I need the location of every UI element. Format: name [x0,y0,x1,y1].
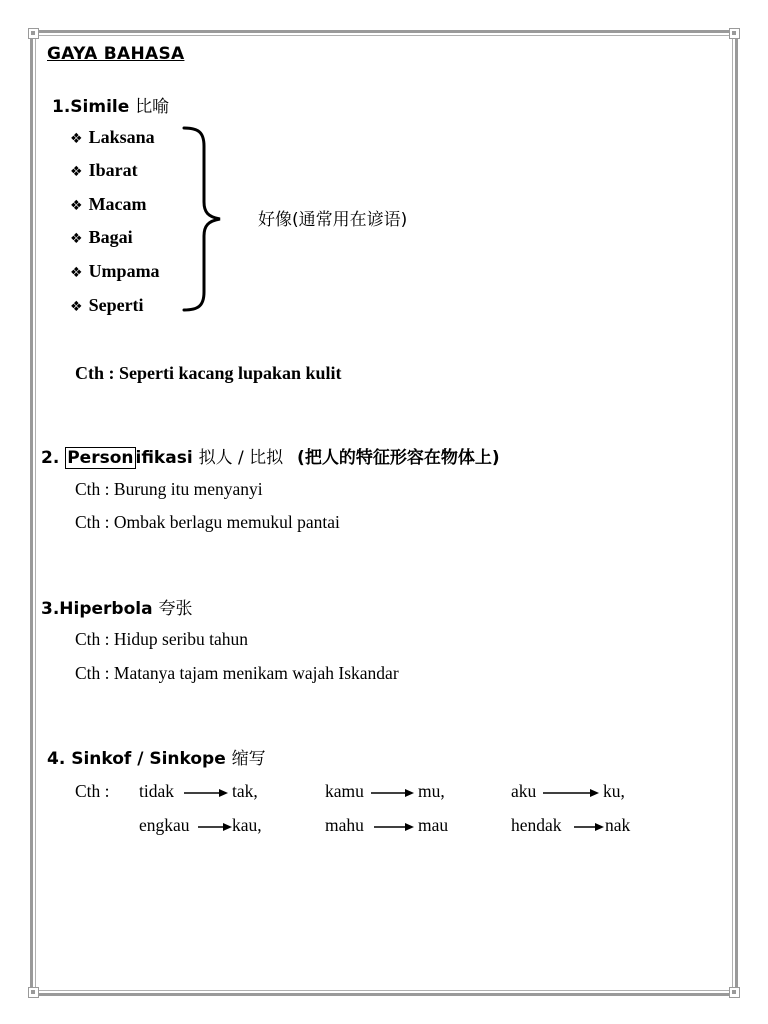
list-item: ❖ Seperti [70,295,144,315]
diamond-bullet-icon: ❖ [70,198,83,214]
simile-title: 1.Simile [52,97,130,117]
right-brace-icon [180,124,228,314]
list-item: ❖ Macam [70,194,147,214]
list-item: ❖ Ibarat [70,160,138,180]
right-arrow-icon [543,787,599,799]
pair-from: hendak [511,815,562,835]
diamond-bullet-icon: ❖ [70,231,83,247]
pair-to: tak, [232,781,258,801]
section-hiperbola-heading [41,594,193,619]
personifikasi-note: (把人的特征形容在物体上) [297,448,500,468]
diamond-bullet-icon: ❖ [70,131,83,147]
personifikasi-title-rest: ifikasi [135,448,193,468]
personifikasi-number: 2. [41,448,60,468]
diamond-bullet-icon: ❖ [70,164,83,180]
corner-ornament [28,987,39,998]
right-arrow-icon [198,821,232,833]
pair-from: mahu [325,815,364,835]
personifikasi-title-boxed: Person [67,448,134,468]
personifikasi-example-1: Cth : Burung itu menyanyi [75,479,263,499]
right-arrow-icon [184,787,228,799]
right-arrow-icon [574,821,604,833]
simile-example: Cth : Seperti kacang lupakan kulit [75,363,342,383]
right-arrow-icon [374,821,414,833]
right-arrow-icon [371,787,414,799]
pair-from: aku [511,781,537,801]
section-personifikasi-heading [41,443,500,468]
diamond-bullet-icon: ❖ [70,299,83,315]
diamond-bullet-icon: ❖ [70,265,83,281]
corner-ornament [729,987,740,998]
corner-ornament [28,28,39,39]
sinkof-chinese: 缩写 [231,749,266,769]
section-sinkof-heading [47,744,266,769]
hiperbola-chinese: 夸张 [158,599,193,619]
simile-chinese: 比喻 [135,97,170,117]
pair-to: mau [418,815,449,835]
list-item: ❖ Bagai [70,227,133,247]
pair-to: nak [605,815,631,835]
page-title: GAYA BAHASA [47,44,185,64]
hiperbola-title: 3.Hiperbola [41,599,153,619]
list-item: ❖ Umpama [70,261,160,281]
pair-from: engkau [139,815,190,835]
pair-to: mu, [418,781,445,801]
pair-from: tidak [139,781,174,801]
section-simile-heading [52,92,169,117]
list-item: ❖ Laksana [70,127,155,147]
personifikasi-example-2: Cth : Ombak berlagu memukul pantai [75,512,340,532]
pair-to: ku, [603,781,625,801]
corner-ornament [729,28,740,39]
hiperbola-example-2: Cth : Matanya tajam menikam wajah Iskandar [75,663,399,683]
sinkof-example-label: Cth : [75,781,110,801]
hiperbola-example-1: Cth : Hidup seribu tahun [75,629,249,649]
personifikasi-chinese: 拟人 / 比拟 [198,448,284,468]
sinkof-title: 4. Sinkof / Sinkope [47,749,226,769]
pair-from: kamu [325,781,364,801]
simile-brace-note: 好像(通常用在谚语) [258,210,408,230]
pair-to: kau, [232,815,262,835]
